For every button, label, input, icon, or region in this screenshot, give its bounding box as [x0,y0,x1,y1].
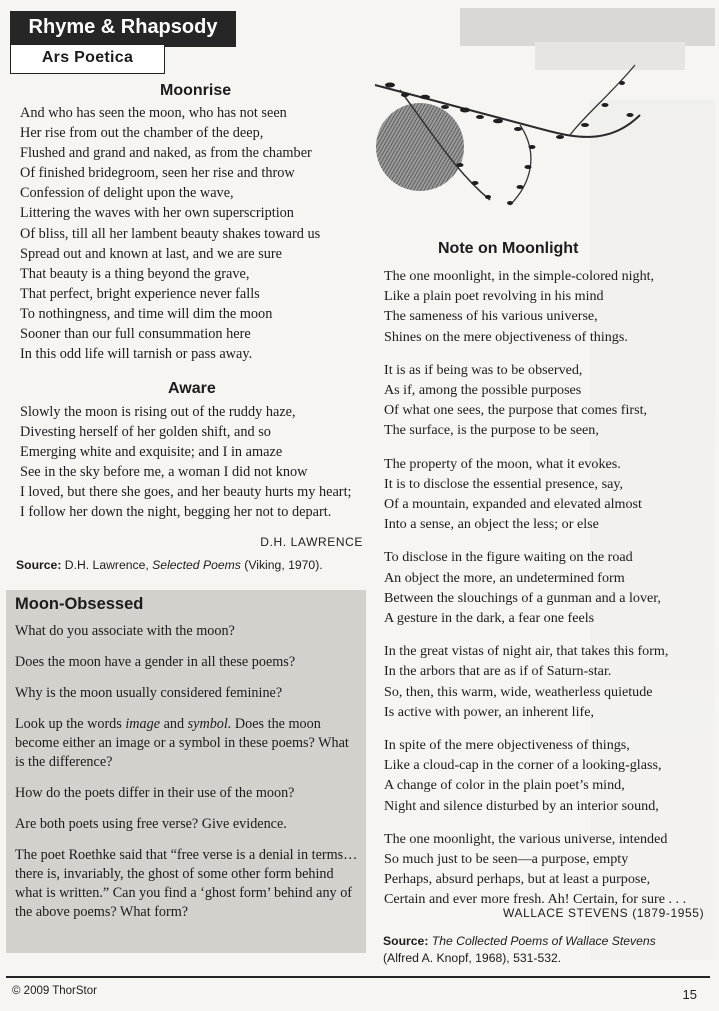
source-label: Source: [16,558,62,572]
poem-line: Emerging white and exquisite; and I in amaze [20,444,283,461]
poem-line: Between the slouchings of a gunman and a lover, [384,589,661,606]
poem-line: Of bliss, till all her lambent beauty shakes toward us [20,225,321,242]
poem-line: Is active with power, an inherent life, [384,703,594,720]
poem-moonrise [20,103,320,364]
poem-line: The one moonlight, the various universe, intended [384,830,668,847]
stanza [384,266,686,347]
question-emphasis: image [125,716,161,732]
stanza [384,829,686,910]
page-number: 15 [682,987,697,1002]
poem-line: In spite of the mere objectiveness of things, [384,737,630,754]
poem-title-moonrise: Moonrise [160,82,232,99]
poem-line: Of a mountain, expanded and elevated almost [384,496,642,513]
question-emphasis: symbol. [187,716,232,732]
poem-line: I follow her down the night, begging her not to depart. [20,504,332,521]
poem-line: So, then, this warm, wide, weatherless quietude [384,683,653,700]
moon-branch-illustration [370,55,645,235]
poem-line: Like a cloud-cap in the corner of a looking-glass, [384,757,662,774]
footer-rule [6,976,710,978]
poem-line: A gesture in the dark, a fear one feels [384,610,595,627]
section-box [10,44,165,74]
question-part: Look up the words [15,716,126,732]
poem-author-stevens: WALLACE STEVENS (1879-1955) [503,906,705,920]
poem-line: An object the more, an undetermined form [384,569,625,586]
poem-line: Flushed and grand and naked, as from the chamber [20,145,312,162]
poem-line: Night and silence disturbed by an interior sound, [384,797,659,814]
stanza [384,454,686,535]
source-book-title: Selected Poems [152,558,241,572]
poem-line: It is as if being was to be observed, [384,361,583,378]
poem-line: The property of the moon, what it evokes. [384,455,621,472]
poem-line: Shines on the mere objectiveness of things. [384,328,628,345]
poem-line: Of finished bridegroom, seen her rise and throw [20,165,295,182]
source-book-title: The Collected Poems of Wallace Stevens [431,934,656,948]
poem-line: That beauty is a thing beyond the grave, [20,265,250,282]
poem-aware [20,402,352,523]
poem-line: And who has seen the moon, who has not seen [20,105,287,121]
poem-line: In the great vistas of night air, that takes this form, [384,643,669,660]
poem-line: To disclose in the figure waiting on the road [384,549,633,566]
stanza [384,547,686,628]
poem-line: See in the sky before me, a woman I did not know [20,464,308,481]
poem-line: Certain and ever more fresh. Ah! Certain, for sure . . . [384,891,687,908]
poem-line: That perfect, bright experience never falls [20,285,260,302]
poem-line: Littering the waves with her own superscription [20,205,294,222]
poem-note-on-moonlight [384,266,686,923]
poem-line: Slowly the moon is rising out of the ruddy haze, [20,404,296,420]
question: What do you associate with the moon? [15,623,235,639]
stanza [384,735,686,816]
moon-icon [376,103,464,191]
poem-line: Perhaps, absurd perhaps, but at least a purpose, [384,871,651,888]
poem-line: In this odd life will tarnish or pass away. [20,346,253,363]
question-part: and [160,716,188,732]
poem-line: A change of color in the plain poet’s mind, [384,777,625,794]
poem-line: As if, among the possible purposes [384,382,582,399]
stanza [384,360,686,441]
source-label: Source: [383,934,429,948]
series-title: Rhyme & Rhapsody [28,16,218,38]
question: Does the moon have a gender in all these poems? [15,654,296,670]
bleed-through-banner [460,8,715,46]
poem-author-lawrence: D.H. LAWRENCE [260,535,363,549]
question: The poet Roethke said that “free verse is a denial in terms…there is, invariably, the ghost of some other form behind what is written.” Can you find a ‘ghost form’ behind any of the above poems? What form? [15,847,358,920]
poem-line: Her rise from out the chamber of the deep, [20,125,264,142]
poem-line: Divesting herself of her golden shift, and so [20,424,271,441]
source-text: D.H. Lawrence, [61,558,153,572]
poem-line: The surface, is the purpose to be seen, [384,422,599,439]
poem-line: Sooner than our full consummation here [20,326,251,343]
poem-line: To nothingness, and time will dim the moon [20,305,273,322]
poem-title-aware: Aware [168,380,216,397]
section-title: Ars Poetica [41,49,134,66]
stanza [384,641,686,722]
question-part: Does the moon become either an image or a symbol in these poems? What is the difference? [15,716,349,770]
poem-line: The one moonlight, in the simple-colored night, [384,268,655,284]
poem-line: Of what one sees, the purpose that comes first, [384,402,648,419]
copyright: © 2009 ThorStor [12,985,97,997]
source-citation-stevens [383,933,656,967]
series-banner [10,11,236,47]
poem-line: It is to disclose the essential presence, say, [384,475,624,492]
poem-title-note-on-moonlight: Note on Moonlight [438,240,579,257]
poem-line: Confession of delight upon the wave, [20,185,234,202]
discussion-panel [6,590,366,953]
question-list [15,622,360,934]
question: Why is the moon usually considered feminine? [15,685,283,701]
poem-line: Like a plain poet revolving in his mind [384,288,604,305]
source-publisher: (Alfred A. Knopf, 1968), 531-532. [383,951,562,965]
poem-line: I loved, but there she goes, and her beauty hurts my heart; [20,484,352,501]
poem-line: The sameness of his various universe, [384,308,598,325]
question: Are both poets using free verse? Give evidence. [15,816,287,832]
poem-line: So much just to be seen—a purpose, empty [384,851,629,868]
poem-line: Into a sense, an object the less; or else [384,516,599,533]
source-citation-lawrence [16,557,323,574]
question: How do the poets differ in their use of the moon? [15,785,295,801]
poem-line: Spread out and known at last, and we are sure [20,245,283,262]
poem-line: In the arbors that are as if of Saturn-star. [384,663,612,680]
question [15,715,360,772]
source-publisher: (Viking, 1970). [240,558,323,572]
panel-title: Moon-Obsessed [15,595,144,613]
